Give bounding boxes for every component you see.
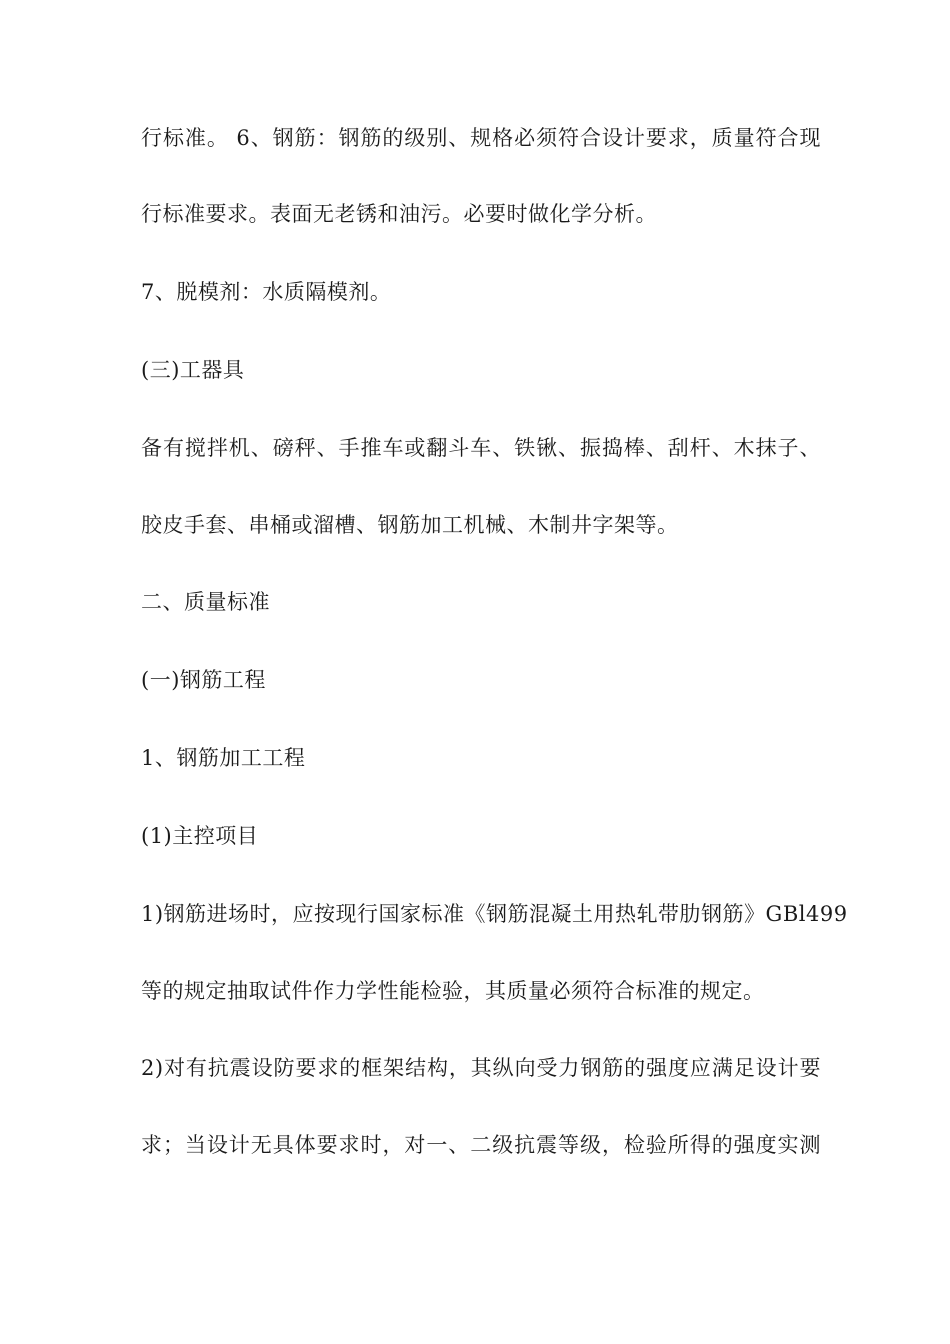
section-heading-tools: (三)工器具 bbox=[141, 358, 245, 382]
section-heading-quality-standard: 二、质量标准 bbox=[141, 590, 270, 614]
text-line-13: 2)对有抗震设防要求的框架结构，其纵向受力钢筋的强度应满足设计要 bbox=[141, 1056, 821, 1080]
section-heading-rebar-processing: 1、钢筋加工工程 bbox=[141, 746, 306, 770]
text-line-11: 1)钢筋进场时，应按现行国家标准《钢筋混凝土用热轧带肋钢筋》GBl499 bbox=[141, 902, 848, 926]
section-heading-rebar-engineering: (一)钢筋工程 bbox=[141, 668, 266, 692]
text-line-6: 胶皮手套、串桶或溜槽、钢筋加工机械、木制井字架等。 bbox=[141, 513, 679, 537]
text-line-2: 行标准要求。表面无老锈和油污。必要时做化学分析。 bbox=[141, 202, 657, 226]
text-line-12: 等的规定抽取试件作力学性能检验，其质量必须符合标准的规定。 bbox=[141, 979, 765, 1003]
text-line-1: 行标准。 6、钢筋：钢筋的级别、规格必须符合设计要求，质量符合现 bbox=[141, 126, 821, 150]
section-heading-main-control-items: (1)主控项目 bbox=[141, 824, 259, 848]
text-line-3: 7、脱模剂：水质隔模剂。 bbox=[141, 280, 392, 304]
text-line-14: 求；当设计无具体要求时，对一、二级抗震等级，检验所得的强度实测 bbox=[141, 1133, 821, 1157]
text-line-5: 备有搅拌机、磅秤、手推车或翻斗车、铁锹、振捣棒、刮杆、木抹子、 bbox=[141, 436, 821, 460]
